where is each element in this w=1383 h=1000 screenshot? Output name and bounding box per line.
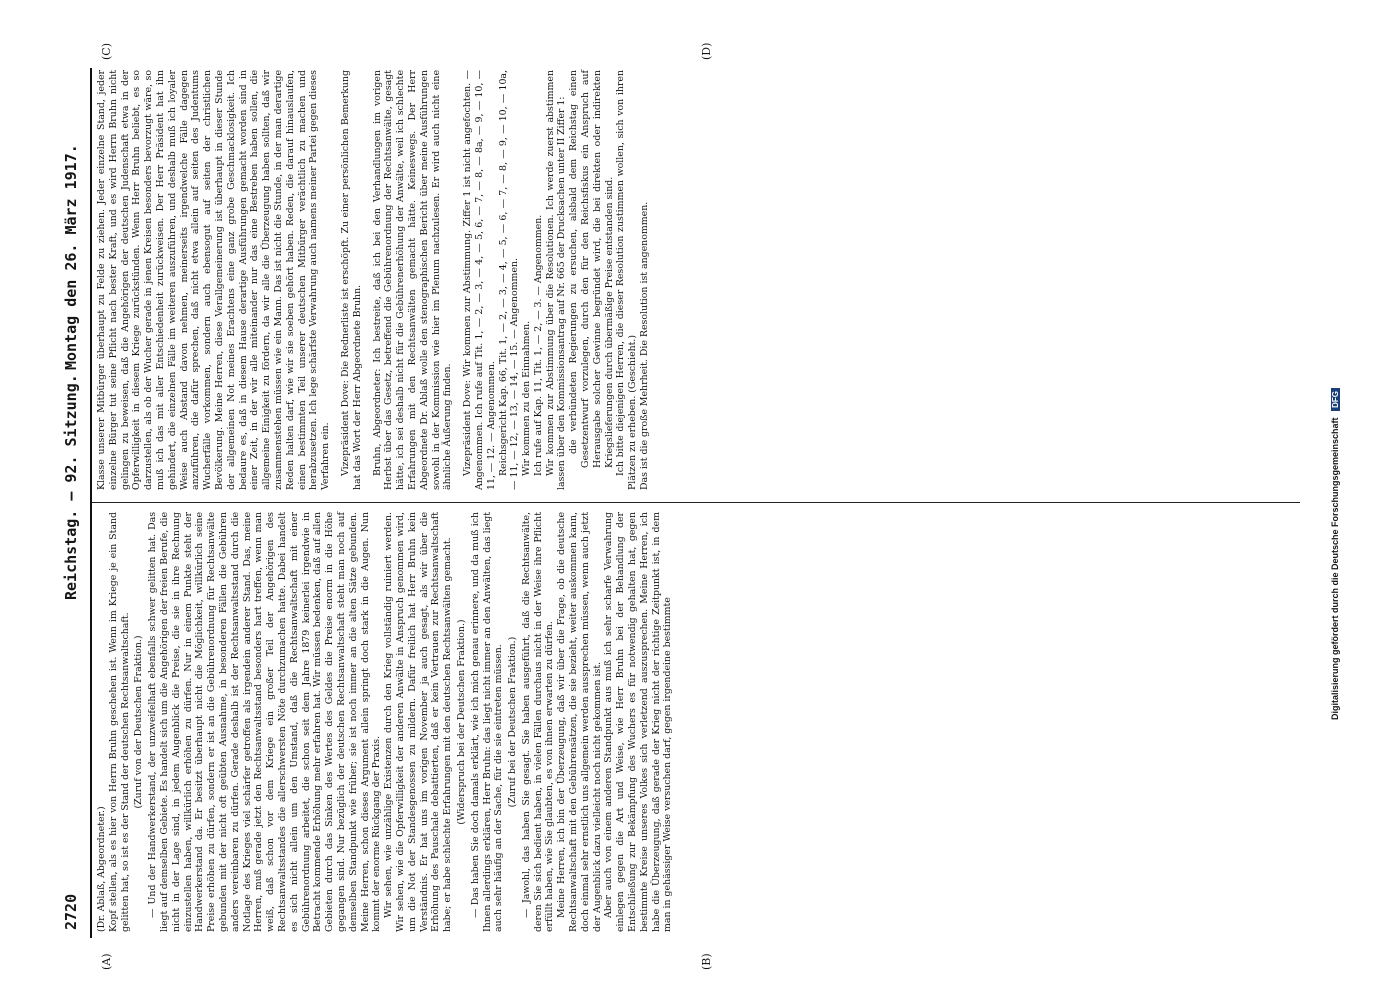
paragraph: Wir kommen zu den Einnahmen. [521, 320, 533, 476]
column-divider [92, 502, 1300, 503]
session-title: Reichstag. — 92. Sitzung. [62, 374, 80, 600]
paragraph: Klasse unserer Mitbürger überhaupt zu Felde zu ziehen. Jeder einzelne Stand, jeder einzelne Bürger tut seine Pflicht nach bester Kraft, und es wird Herrn Bruhn nicht gelingen zu beweisen, daß die Angehörigen der deutschen Judenschaft etwa in der Opferwilligkeit in diesem Kriege zurückstünden. Wenn Herr Bruhn beliebt, es so darzustellen, als ob der Wucher gerade in jenen Kreisen besonders bevorzugt wäre, so muß ich das mit aller Entschiedenheit zurückweisen. Der Herr Präsident hat ihn gehindert, die einzelnen Fälle im weiteren auszuführen, und deshalb muß ich loyaler Weise auch Abstand davon nehmen, meinerseits irgendwelche Fälle dagegen anzuführen, die dafür sprechen, daß nicht etwa allein auf seiten des Judentums Wucherfälle vorkommen, sondern auch ebensogut auf seiten der christlichen Bevölkerung. Meine Herren, diese Verallgemeinerung ist überhaupt in dieser Stunde der allgemeinen Not meines Erachtens eine ganz grobe Geschmacklosigkeit. Ich bedaure es, daß in diesem Hause derartige Ausführungen gemacht worden sind in einer Zeit, in der wir alle miteinander nur das eine Bestreben haben sollen, die allgemeine Einigkeit zu fördern, da wir alle die Überzeugung haben sollten, daß wir zusammenstehen müssen wie ein Mann. Das ist nicht die Stunde, in der man derartige Reden halten darf, wie wir sie soeben gehört haben. Reden, die darauf hinauslaufen, einen bestimmten Teil unserer deutschen Mitbürger verächtlich zu machen und herabzusetzen. Ich lege schärfste Verwahrung auch namens meiner Partei gegen dieses Verfahren ein. [96, 70, 332, 490]
margin-mark-a: (A) [100, 953, 113, 970]
session-date: Montag den 26. März 1917. [62, 144, 80, 370]
paragraph: Kopf stellen, als es hier von Herrn Bruhn geschehen ist. Wenn im Kriege je ein Stand gelitten hat, so ist es der Stand der deutschen Rechtsanwaltschaft. [107, 512, 131, 932]
paragraph: Ich rufe auf Kap. 11, Tit. 1, — 2, — 3. — Angenommen. [532, 214, 544, 476]
paragraph: Reichsgericht Kap. 66, Tit. 1, — 2, — 3, — 4, — 5, — 6, — 7, — 8, — 9, — 10, — 10a, — 11, — 12, — 13, — 14, — 15. — Angenommen. [497, 70, 521, 490]
paragraph: Vizepräsident Dove: Die Rednerliste ist erschöpft. Zu einer persönlichen Bemerkung hat das Wort der Herr Abgeordnete Bruhn. [339, 70, 363, 490]
header-rule [90, 68, 92, 938]
page-number: 2720 [62, 893, 80, 930]
paragraph: Vizepräsident Dove: Wir kommen zur Abstimmung. Ziffer 1 ist nicht angefochten. — Angenommen. Ich rufe auf Tit. 1, — 2, — 3, — 4, — 5, 6, — 7, — 8, — 8a, — 9, — 10, — 11, — 12. — Angenommen. [462, 70, 497, 490]
page-header [62, 70, 88, 930]
margin-mark-d: (D) [700, 42, 713, 60]
dfg-logo: DFG [1331, 388, 1340, 411]
interjection: (Zuruf von der Deutschen Fraktion.) [133, 635, 145, 809]
interjection: (Zuruf bei der Deutschen Fraktion.) [507, 636, 519, 808]
left-column [96, 512, 674, 932]
paragraph: Aber auch von einem anderen Standpunkt aus muß ich sehr scharfe Verwahrung einlegen gegen die Art und Weise, wie Herr Bruhn bei der Behandlung der Entschließung zur Bekämpfung des Wuchers es für notwendig gehalten hat, gegen bestimmte Kreise unseres Volkes sich verletzend auszusprechen. Meine Herren, ich habe die Überzeugung, daß gerade der Krieg nicht der richtige Zeitpunkt ist, in dem man in gehässiger Weise versuchen darf, gegen irgendeine bestimmte [603, 512, 674, 932]
right-column [96, 70, 651, 490]
paragraph: — Das haben Sie doch damals erklärt, wie ich mich genau erinnere, und da muß ich Ihnen allerdings erklären, Herr Bruhn: das liegt nicht immer an den Anwälten, das liegt auch sehr häufig an der Sache, für die sie eintreten müssen. [469, 512, 505, 932]
paragraph: Wir sehen, wie unzählige Existenzen durch den Krieg vollständig ruiniert werden. Wir sehen, wie die Opferwilligkeit der anderen Anwälte in Anspruch genommen wird, um die Not der Standesgenossen zu mildern. Dafür freilich hat Herr Bruhn kein Verständnis. Er hat uns im vorigen November ja auch gesagt, als wir über die Erhöhung des Pauschale debattierten, daß er kein Vertrauen zur Rechtsanwaltschaft habe; er habe schlechte Erfahrungen mit den deutschen Rechtsanwälten gemacht. [383, 512, 454, 932]
speaker-reference: (Dr. Ablaß, Abgeordneter.) [96, 806, 107, 932]
resolution-text: die verbündeten Regierungen zu ersuchen, alsbald dem Reichstag einen Gesetzentwurf vorzulegen, durch den für den Reichsfiskus ein Anspruch auf Herausgabe solcher Gewinne begründet wird, die bei direkten oder indirekten Kriegslieferungen durch übermäßige Preise entstanden sind. [568, 70, 615, 468]
paragraph: Meine Herren, ich bin der Überzeugung, daß wir über die Frage, ob die deutsche Rechtsanwaltschaft mit den Gebührensätzen, die sie bezieht, weiter auskommen kann, doch einmal sehr ernstlich uns allgemein werden aussprechen müssen, wenn auch jetzt der Augenblick dazu vielleicht noch nicht gekommen ist. [556, 512, 603, 932]
paragraph: — Und der Handwerkerstand, der unzweifelhaft ebenfalls schwer gelitten hat. Das liegt auf demselben Gebiete. Es handelt sich um die Angehörigen der freien Berufe, die nicht in der Lage sind, in jedem Augenblick die Preise, die sie in ihre Rechnung einzustellen haben, willkürlich erhöhen zu dürfen. Nur in einem Punkte steht der Handwerkerstand da. Er besitzt überhaupt nicht die Möglichkeit, willkürlich seine Preise erhöhen zu dürfen, sondern er ist an die Gebührenordnung für Rechtsanwälte gebunden mit der nicht oft geübten Ausnahme, in besonderen Fällen die Gebühren anders vereinbaren zu dürfen. Gerade deshalb ist der Rechtsanwaltsstand durch die Notlage des Krieges viel schärfer getroffen als irgendein anderer Stand. Das, meine Herren, muß gerade jetzt den Rechtsanwaltsstand besonders hart treffen, wenn man weiß, daß schon vor dem Kriege ein großer Teil der Angehörigen des Rechtsanwaltsstandes die allerschwersten Nöte durchzumachen hatte. Dabei handelt es sich nicht allein um den Umstand, daß die Rechtsanwaltschaft mit einer Gebührenordnung arbeitet, die schon seit dem Jahre 1879 keinerlei irgendwie in Betracht kommende Erhöhung mehr erfahren hat. Wir müssen bedenken, daß auf allen Gebieten durch das Sinken des Wertes des Geldes die Preise enorm in die Höhe gegangen sind. Nur bezüglich der deutschen Rechtsanwaltschaft steht man noch auf demselben Standpunkt wie früher; sie ist noch immer an die alten Sätze gebunden. Meine Herren, schon dieses Argument allein springt doch stark in die Augen. Nun kommt der enorme Rückgang der Praxis. [147, 512, 383, 932]
paragraph: Ich bitte diejenigen Herren, die dieser Resolution zustimmen wollen, sich von ihren Plätzen zu erheben. (Geschieht.) [615, 70, 639, 490]
interjection: (Widerspruch bei der Deutschen Fraktion.) [455, 619, 467, 825]
digitization-credit [1330, 20, 1340, 720]
credit-text: Digitalisierung gefördert durch die Deutsche Forschungsgemeinschaft [1330, 417, 1340, 720]
margin-mark-b: (B) [700, 953, 713, 970]
paragraph: Das ist die große Mehrheit. Die Resolution ist angenommen. [639, 201, 651, 490]
paragraph: Wir kommen zur Abstimmung über die Resolutionen. Ich werde zuerst abstimmen lassen über den Kommissionsantrag auf Nr. 665 der Drucksachen unter II Ziffer 1: [544, 70, 568, 490]
paragraph: Bruhn, Abgeordneter: Ich bestreite, daß ich bei den Verhandlungen im vorigen Herbst über das Gesetz, betreffend die Gebührenordnung der Rechtsanwälte, gesagt hätte, ich sei deshalb nicht für die Gebührenerhöhung der Anwälte, weil ich schlechte Erfahrungen mit den Rechtsanwälten gemacht hätte. Keineswegs. Der Herr Abgeordnete Dr. Ablaß wolle den stenographischen Bericht über meine Ausführungen sowohl in der Kommission wie hier im Plenum nachzulesen. Er wird auch nicht eine ähnliche Äußerung finden. [371, 70, 454, 490]
margin-mark-c: (C) [100, 43, 113, 60]
paragraph: — Jawohl, das haben Sie gesagt. Sie haben ausgeführt, daß die Rechtsanwälte, deren Sie sich bedient haben, in vielen Fällen durchaus nicht in der Weise ihre Pflicht erfüllt haben, wie Sie glaubten, es von ihnen erwarten zu dürfen. [520, 512, 556, 932]
